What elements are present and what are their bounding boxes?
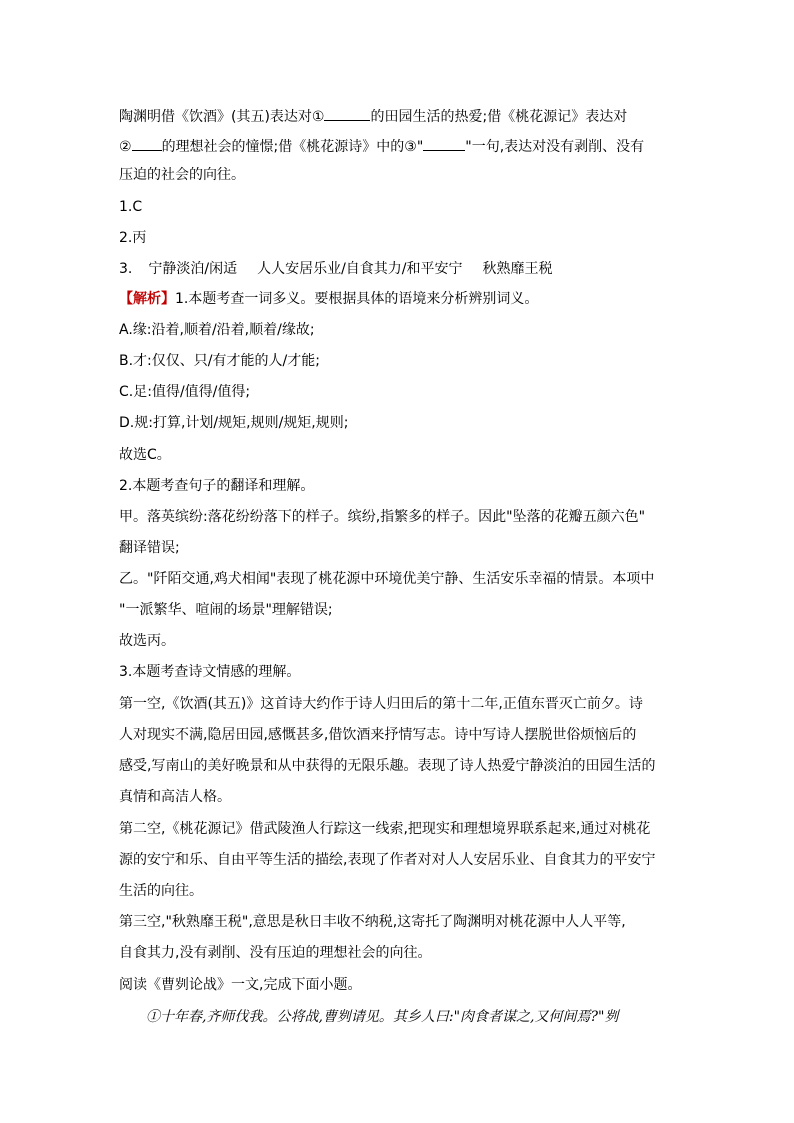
analysis-line-19: 源的安宁和乐、自由平等生活的描绘,表现了作者对对人人安居乐业、自食其力的平安宁: [119, 852, 656, 868]
analysis-line-16: 感受,写南山的美好晚景和从中获得的无限乐趣。表现了诗人热爱宁静淡泊的田园生活的: [119, 758, 656, 774]
analysis-line-5: D.规:打算,计划/规矩,规则/规矩,规则;: [119, 415, 349, 431]
analysis-line-7: 2.本题考查句子的翻译和理解。: [119, 478, 315, 494]
analysis-line-6: 故选C。: [119, 447, 171, 463]
passage-line-1: ①十年春,齐师伐我。公将战,曹刿请见。其乡人曰:"肉食者谋之,又何间焉?"刿: [146, 1009, 619, 1025]
reading-instruction: 阅读《曹刿论战》一文,完成下面小题。: [119, 977, 362, 993]
analysis-line-1: 【解析】1.本题考查一词多义。要根据具体的语境来分析辨别词义。: [119, 291, 539, 307]
analysis-line-11: "一派繁华、喧闹的场景"理解错误;: [119, 602, 333, 618]
analysis-tag: 【解析】: [119, 291, 175, 307]
analysis-line-12: 故选丙。: [119, 633, 175, 649]
blank-3: [423, 136, 465, 151]
answer-3: 3. 宁静淡泊/闲适 人人安居乐业/自食其力/和平安宁 秋熟靡王税: [119, 261, 553, 277]
analysis-line-10: 乙。"阡陌交通,鸡犬相闻"表现了桃花源中环境优美宁静、生活安乐幸福的情景。本项中: [119, 571, 655, 587]
answer-2: 2.丙: [119, 230, 147, 246]
analysis-line-13: 3.本题考查诗文情感的理解。: [119, 664, 301, 680]
analysis-line-3: B.才:仅仅、只/有才能的人/才能;: [119, 353, 320, 369]
analysis-line-14: 第一空,《饮酒(其五)》这首诗大约作于诗人归田后的第十二年,正值东晋灭亡前夕。诗: [119, 696, 643, 712]
analysis-line-2: A.缘:沿着,顺着/沿着,顺着/缘故;: [119, 322, 315, 338]
analysis-line-18: 第二空,《桃花源记》借武陵渔人行踪这一线索,把现实和理想境界联系起来,通过对桃花: [119, 821, 651, 837]
blank-1: [324, 106, 370, 121]
analysis-line-9: 翻译错误;: [119, 540, 180, 556]
blank-2: [132, 136, 162, 151]
analysis-line-22: 自食其力,没有剥削、没有压迫的理想社会的向往。: [119, 945, 432, 961]
analysis-line-17: 真情和高洁人格。: [119, 789, 231, 805]
analysis-line-15: 人对现实不满,隐居田园,感慨甚多,借饮酒来抒情写志。诗中写诗人摆脱世俗烦恼后的: [119, 727, 637, 743]
analysis-line-4: C.足:值得/值得/值得;: [119, 384, 251, 400]
question-intro-line-3: 压迫的社会的向往。: [119, 167, 245, 183]
analysis-line-21: 第三空,"秋熟靡王税",意思是秋日丰收不纳税,这寄托了陶渊明对桃花源中人人平等,: [119, 914, 626, 930]
question-intro-line-1: 陶渊明借《饮酒》(其五)表达对① 的田园生活的热爱;借《桃花源记》表达对: [119, 106, 627, 126]
analysis-line-20: 生活的向往。: [119, 883, 203, 899]
analysis-line-8: 甲。落英缤纷:落花纷纷落下的样子。缤纷,指繁多的样子。因此"坠落的花瓣五颜六色": [119, 509, 646, 525]
answer-1: 1.C: [119, 199, 143, 215]
question-intro-line-2: ② 的理想社会的憧憬;借《桃花源诗》中的③" "一句,表达对没有剥削、没有: [119, 136, 644, 156]
